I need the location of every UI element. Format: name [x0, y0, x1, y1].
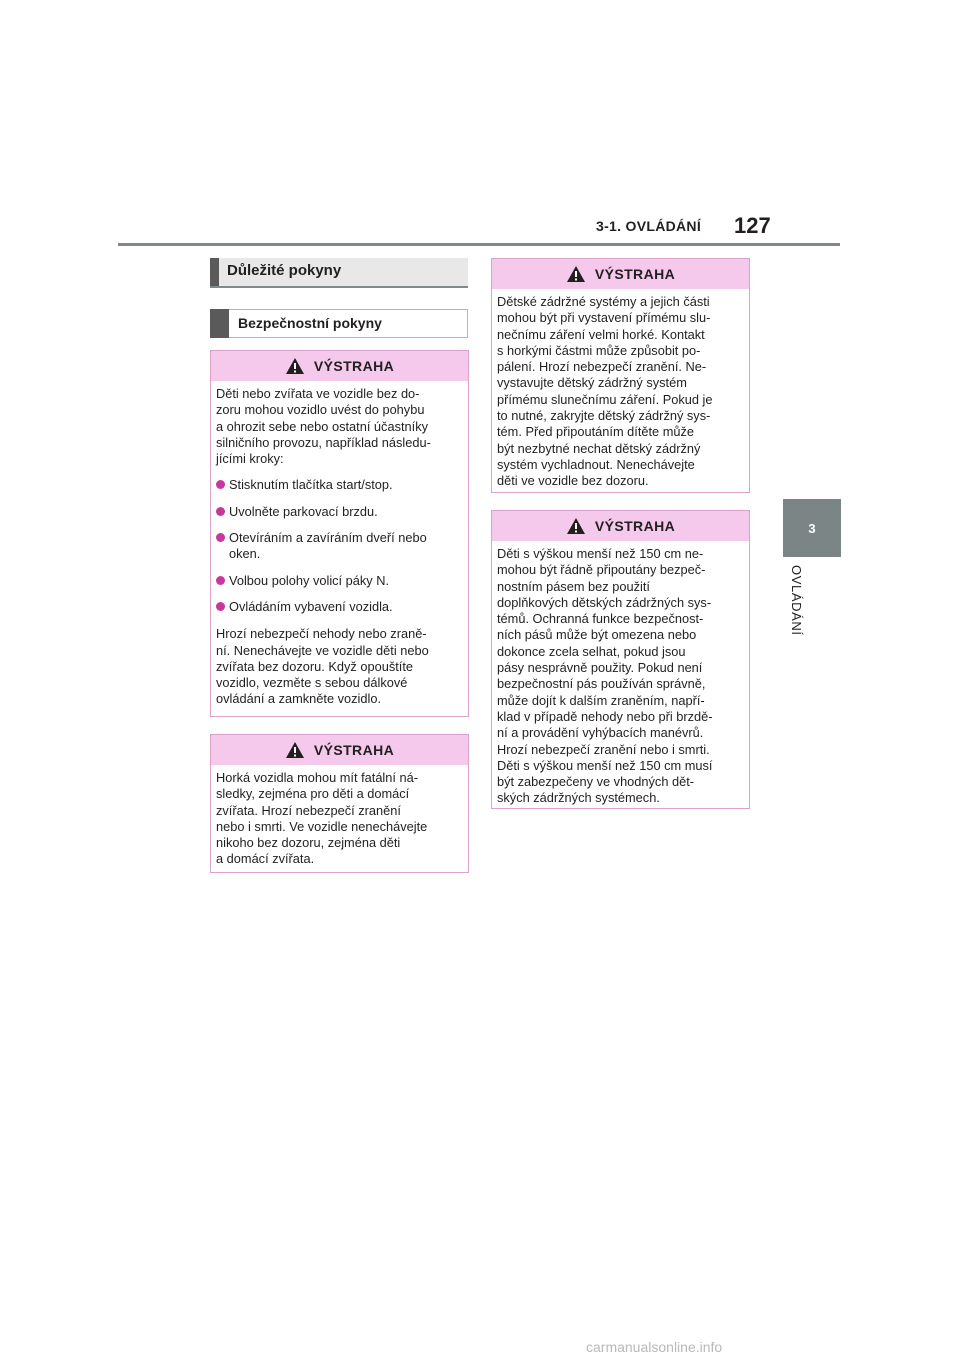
chapter-label: [786, 565, 806, 655]
subsection-heading: [210, 309, 468, 338]
warning-box-children-animals: [210, 350, 469, 717]
warning-header: [492, 511, 749, 541]
header-section-title: 3-1. OVLÁDÁNÍ: [596, 218, 702, 234]
list-item-text: Uvolněte parkovací brzdu.: [229, 503, 378, 519]
warning-header: [492, 259, 749, 289]
list-item: [216, 530, 463, 563]
bullet-dot-icon: [216, 533, 225, 542]
warning-text: Horká vozidla mohou mít fatální ná- sledky, zejména pro děti a domácí zvířata. Hrozí nebezpečí zranění nebo i smrti. Ve vozidle nenechávejte nikoho bez dozoru, zejména děti a domácí zvířata.: [216, 770, 428, 867]
warning-outro: Hrozí nebezpečí nehody nebo zraně- ní. Nenechávejte ve vozidle děti nebo zvířata bez dozoru. Když opouštíte vozidlo, vezměte s sebou dálkové ovládání a zamkněte vozidlo.: [216, 626, 429, 707]
warning-header: [211, 351, 468, 381]
warning-text: Dětské zádržné systémy a jejich části mohou být při vystavení přímému slu- nečnímu záření velmi horké. Kontakt s horkými částmi může způsobit po- pálení. Hrozí nebezpečí zranění. Ne- vystavujte dětský zádržný systém přímému slunečnímu záření. Pokud je to nutné, zakryjte dětský zádržný sys- tém. Před připoutáním dítěte může být nezbytné nechat dětský zádržný systém vychladnout. Nenechávejte děti ve vozidle bez dozoru.: [497, 294, 713, 489]
page-number: 127: [734, 213, 771, 238]
warning-header: [211, 735, 468, 765]
warning-box-hot-vehicle: [210, 734, 469, 873]
bullet-dot-icon: [216, 576, 225, 585]
warning-triangle-icon: [285, 741, 305, 759]
warning-box-hot-child-seat: [491, 258, 750, 493]
bullet-dot-icon: [216, 602, 225, 611]
section-heading-text: Důležité pokyny: [227, 262, 342, 279]
warning-text: Děti s výškou menší než 150 cm ne- mohou být řádně připoutány bezpeč- nostním pásem bez použití doplňkových dětských zádržných sys- témů. Ochranná funkce bezpečnost- ních pásů může být omezena nebo dokonce zcela selhat, pokud jsou pásy nesprávně použity. Pokud není bezpečnostní pás používán správně, může dojít k dalším zraněním, napří- klad v případě nehody nebo při brzdě- ní a provádění vyhýbacích manévrů. Hrozí nebezpečí zranění nebo i smrti. Děti s výškou menší než 150 cm musí být zabezpečeny ve vhodných dět- ských zádržných systémech.: [497, 546, 713, 806]
header-divider: [118, 243, 840, 246]
list-item: [216, 504, 463, 520]
warning-intro: Děti nebo zvířata ve vozidle bez do- zoru mohou vozidlo uvést do pohybu a ohrozit sebe nebo ostatní účastníky silničního provozu, například následu- jícími kroky:: [216, 386, 431, 467]
chapter-tab: [783, 499, 841, 557]
subsection-heading-bar: [210, 309, 229, 338]
warning-box-child-height: [491, 510, 750, 809]
warning-body: [492, 289, 749, 496]
warning-body: [211, 765, 468, 874]
warning-triangle-icon: [566, 517, 586, 535]
list-item: [216, 573, 463, 589]
section-heading-bar: [210, 258, 219, 286]
warning-triangle-icon: [566, 265, 586, 283]
list-item-text: Stisknutím tlačítka start/stop.: [229, 477, 393, 493]
warning-title: VÝSTRAHA: [594, 266, 676, 282]
chapter-label-text: OVLÁDÁNÍ: [789, 565, 804, 636]
list-item-text: Volbou polohy volicí páky N.: [229, 572, 390, 588]
chapter-number: 3: [808, 520, 816, 536]
warning-title: VÝSTRAHA: [594, 518, 676, 534]
list-item: [216, 599, 463, 615]
list-item-text: Ovládáním vybavení vozidla.: [229, 598, 393, 614]
warning-body: [492, 541, 749, 813]
list-item-text: Otevíráním a zavíráním dveří nebo oken.: [229, 530, 427, 562]
warning-triangle-icon: [285, 357, 305, 375]
warning-title: VÝSTRAHA: [313, 358, 395, 374]
footer-watermark: carmanualsonline.info: [586, 1339, 723, 1355]
bullet-dot-icon: [216, 507, 225, 516]
bullet-dot-icon: [216, 480, 225, 489]
subsection-heading-text: Bezpečnostní pokyny: [238, 315, 382, 331]
warning-title: VÝSTRAHA: [313, 742, 395, 758]
list-item: [216, 477, 463, 493]
section-heading: [210, 258, 468, 288]
warning-body: [211, 381, 468, 714]
